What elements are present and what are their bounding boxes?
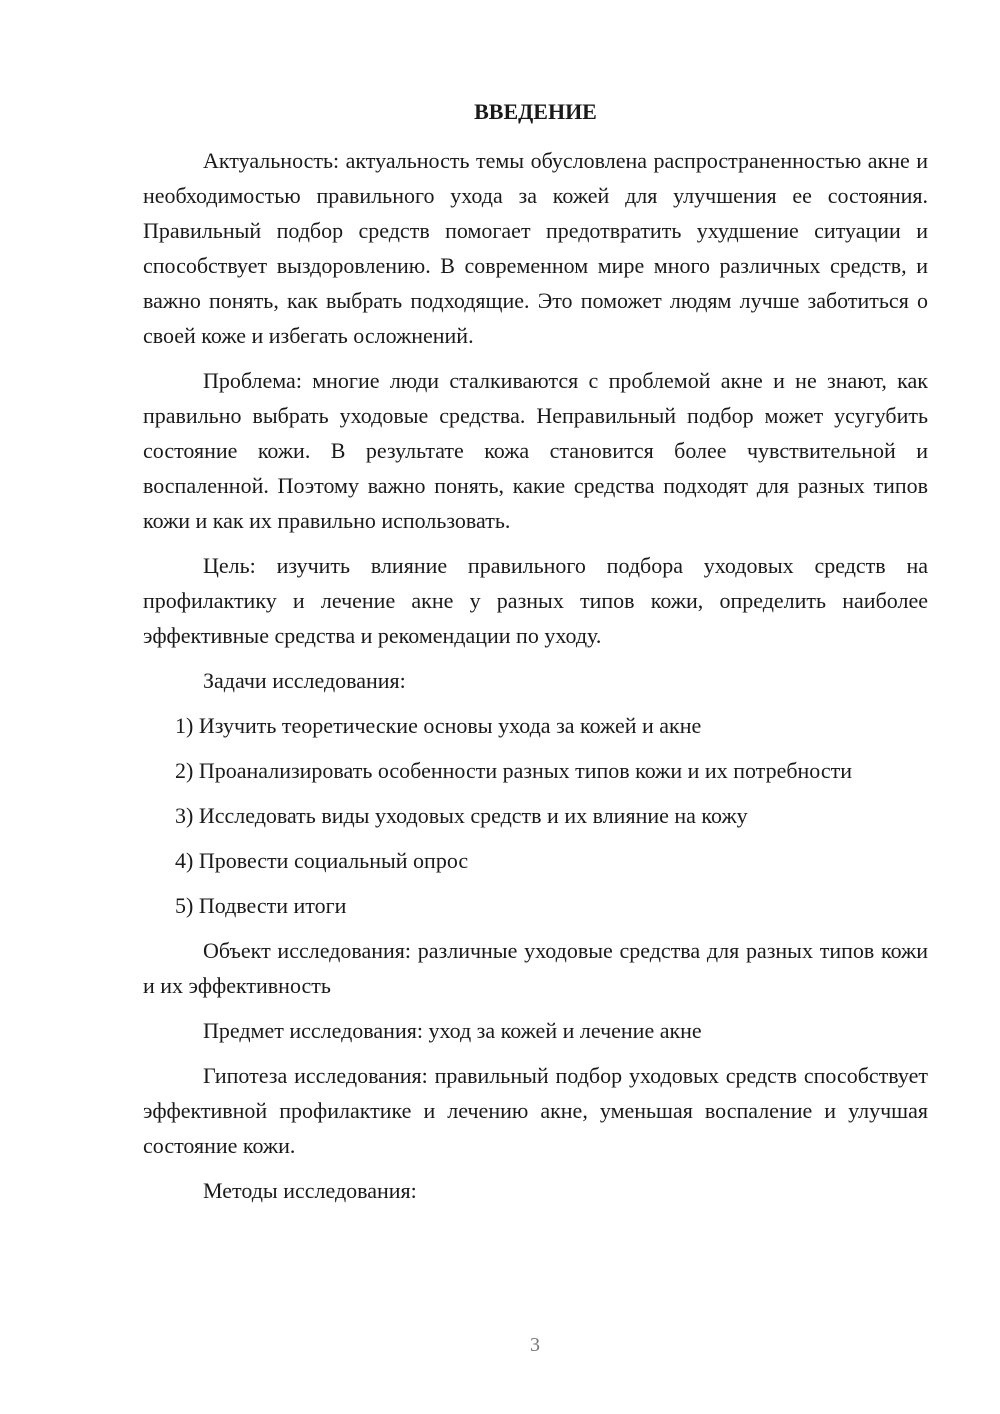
paragraph-goal: Цель: изучить влияние правильного подбора уходовых средств на профилактику и лечение акне у разных типов кожи, определить наиболее эффективные средства и рекомендации по уходу. [143, 553, 928, 648]
paragraph-subject: Предмет исследования: уход за кожей и лечение акне [203, 1018, 702, 1043]
paragraph-relevance: Актуальность: актуальность темы обусловлена распространенностью акне и необходимостью правильного ухода за кожей для улучшения ее состояния. Правильный подбор средств помогает предотвратить ухудшение ситуации и способствует выздоровлению. В современном мире много различных средств, и важно понять, как выбрать подходящие. Это поможет людям лучше заботиться о своей коже и избегать осложнений. [143, 148, 928, 348]
paragraph-problem: Проблема: многие люди сталкиваются с проблемой акне и не знают, как правильно выбрать уходовые средства. Неправильный подбор может усугубить состояние кожи. В результате кожа становится более чувствительной и воспаленной. Поэтому важно понять, какие средства подходят для разных типов кожи и как их правильно использовать. [143, 368, 928, 533]
methods-heading: Методы исследования: [203, 1178, 417, 1203]
list-item: 4) Провести социальный опрос [175, 848, 469, 873]
paragraph-hypothesis: Гипотеза исследования: правильный подбор уходовых средств способствует эффективной профилактике и лечению акне, уменьшая воспаление и улучшая состояние кожи. [143, 1063, 928, 1158]
list-item: 2) Проанализировать особенности разных типов кожи и их потребности [175, 758, 852, 783]
section-title: ВВЕДЕНИЕ [474, 99, 597, 124]
list-item: 5) Подвести итоги [175, 893, 347, 918]
paragraph-object: Объект исследования: различные уходовые средства для разных типов кожи и их эффективность [143, 938, 928, 998]
list-item: 1) Изучить теоретические основы ухода за кожей и акне [175, 713, 702, 738]
page-number: 3 [530, 1334, 540, 1356]
document-page [143, 94, 928, 1208]
list-item: 3) Исследовать виды уходовых средств и их влияние на кожу [175, 803, 748, 828]
tasks-heading: Задачи исследования: [203, 668, 406, 693]
